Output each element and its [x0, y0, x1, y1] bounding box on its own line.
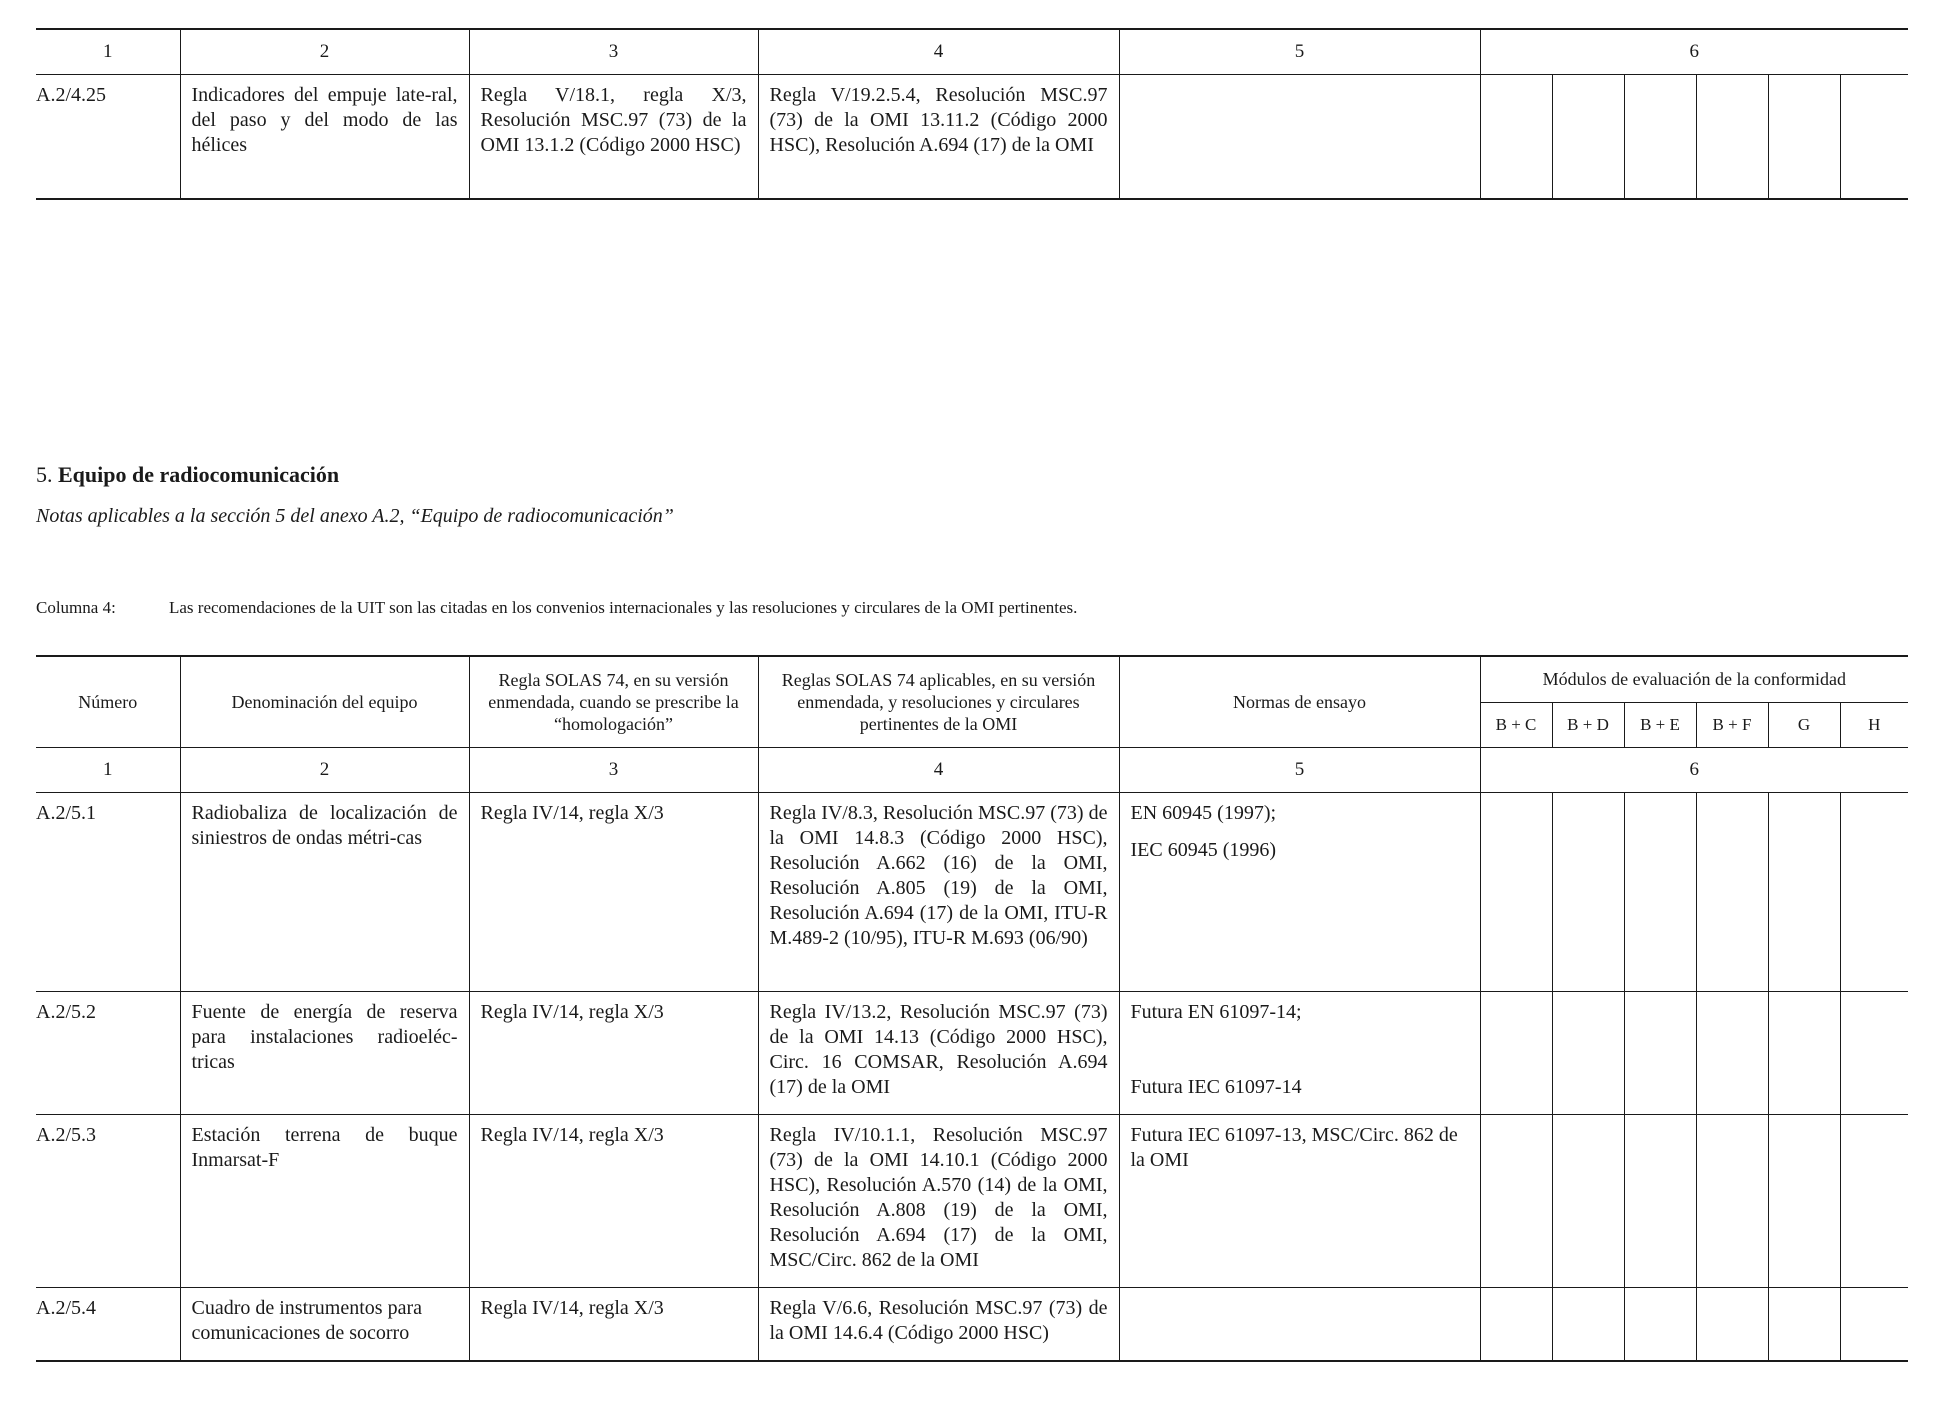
module-b-f: B + F [1696, 702, 1768, 748]
column-note-label: Columna 4: [36, 598, 116, 617]
col-number-5: 5 [1119, 29, 1480, 75]
applicable-rules: Regla IV/13.2, Resolución MSC.97 (73) de la OMI 14.13 (Código 2000 HSC), Circ. 16 COMSAR, Resolución A.694 (17) de la OMI [758, 992, 1119, 1115]
module-cell [1840, 75, 1908, 199]
module-cell [1624, 1115, 1696, 1288]
solas-rule: Regla IV/14, regla X/3 [469, 793, 758, 992]
module-cell [1552, 1288, 1624, 1361]
applicable-rules: Regla V/19.2.5.4, Resolución MSC.97 (73) de la OMI 13.11.2 (Código 2000 HSC), Resolución A.694 (17) de la OMI [758, 75, 1119, 199]
module-cell [1696, 75, 1768, 199]
module-cell [1480, 992, 1552, 1115]
equipment-name: Cuadro de instrumentos para comunicaciones de socorro [180, 1288, 469, 1361]
table-row [36, 793, 1908, 992]
module-cell [1480, 793, 1552, 992]
test-standards [1119, 1115, 1480, 1288]
section-title: Equipo de radiocomunicación [58, 462, 340, 487]
test-standards [1119, 992, 1480, 1115]
equipment-name: Radiobaliza de localización de siniestros de ondas métri-cas [180, 793, 469, 992]
solas-rule: Regla IV/14, regla X/3 [469, 1288, 758, 1361]
row-number: A.2/5.1 [36, 793, 180, 992]
equipment-name: Indicadores del empuje late-ral, del paso y del modo de las hélices [180, 75, 469, 199]
table-row [36, 75, 1908, 199]
applicable-rules: Regla IV/8.3, Resolución MSC.97 (73) de la OMI 14.8.3 (Código 2000 HSC), Resolución A.662 (16) de la OMI, Resolución A.805 (19) de la OMI, Resolución A.694 (17) de la OMI, ITU-R M.489-2 (10/95), ITU-R M.693 (06/90) [758, 793, 1119, 992]
test-standards [1119, 793, 1480, 992]
header-test-standards: Normas de ensayo [1119, 656, 1480, 748]
module-cell [1552, 75, 1624, 199]
module-g: G [1768, 702, 1840, 748]
test-standard-iec: IEC 60945 (1996) [1130, 839, 1277, 861]
col-number-5: 5 [1119, 748, 1480, 793]
module-cell [1624, 793, 1696, 992]
equipment-table [36, 655, 1908, 1362]
column-note-text: Las recomendaciones de la UIT son las citadas en los convenios internacionales y las resoluciones y circulares de la OMI pertinentes. [169, 598, 1078, 617]
equipment-name: Estación terrena de buque Inmarsat-F [180, 1115, 469, 1288]
column-number-row [36, 29, 1908, 75]
module-h: H [1840, 702, 1908, 748]
column-note [36, 598, 1077, 618]
module-cell [1840, 992, 1908, 1115]
test-standards [1119, 75, 1480, 199]
module-b-c: B + C [1480, 702, 1552, 748]
table-row [36, 1115, 1908, 1288]
module-cell [1840, 1288, 1908, 1361]
module-b-d: B + D [1552, 702, 1624, 748]
col-number-2: 2 [180, 748, 469, 793]
equipment-table-top [36, 28, 1908, 200]
row-number: A.2/5.2 [36, 992, 180, 1115]
col-number-1: 1 [36, 748, 180, 793]
header-applicable-rules: Reglas SOLAS 74 aplicables, en su versión enmendada, y resoluciones y circulares pertinentes de la OMI [758, 656, 1119, 748]
module-cell [1768, 1288, 1840, 1361]
column-number-row [36, 748, 1908, 793]
module-cell [1696, 793, 1768, 992]
module-cell [1480, 1288, 1552, 1361]
row-number: A.2/4.25 [36, 75, 180, 199]
header-modules: Módulos de evaluación de la conformidad [1480, 656, 1908, 702]
module-cell [1696, 992, 1768, 1115]
test-standard-en: Futura EN 61097-14; [1130, 1001, 1302, 1023]
header-solas-rule: Regla SOLAS 74, en su versión enmendada, cuando se prescribe la “homologación” [469, 656, 758, 748]
module-cell [1840, 1115, 1908, 1288]
col-number-2: 2 [180, 29, 469, 75]
module-cell [1624, 1288, 1696, 1361]
test-standards [1119, 1288, 1480, 1361]
module-cell [1768, 793, 1840, 992]
module-cell [1768, 992, 1840, 1115]
module-cell [1480, 75, 1552, 199]
module-cell [1624, 992, 1696, 1115]
header-name: Denominación del equipo [180, 656, 469, 748]
applicable-rules: Regla V/6.6, Resolución MSC.97 (73) de la OMI 14.6.4 (Código 2000 HSC) [758, 1288, 1119, 1361]
test-standard-iec: Futura IEC 61097-13, MSC/Circ. 862 de la OMI [1130, 1124, 1458, 1171]
col-number-3: 3 [469, 29, 758, 75]
section-notes: Notas aplicables a la sección 5 del anexo A.2, “Equipo de radiocomunicación” [36, 505, 674, 527]
test-standard-en: EN 60945 (1997); [1130, 802, 1277, 824]
solas-rule: Regla V/18.1, regla X/3, Resolución MSC.97 (73) de la OMI 13.1.2 (Código 2000 HSC) [469, 75, 758, 199]
col-number-4: 4 [758, 29, 1119, 75]
col-number-1: 1 [103, 41, 113, 62]
col-number-4: 4 [758, 748, 1119, 793]
module-cell [1768, 75, 1840, 199]
module-cell [1480, 1115, 1552, 1288]
solas-rule: Regla IV/14, regla X/3 [469, 1115, 758, 1288]
header-number: Número [78, 692, 138, 712]
module-cell [1696, 1115, 1768, 1288]
module-cell [1840, 793, 1908, 992]
table-row [36, 1288, 1908, 1361]
module-cell [1624, 75, 1696, 199]
col-number-6: 6 [1480, 29, 1908, 75]
equipment-name: Fuente de energía de reserva para instalaciones radioeléc-tricas [180, 992, 469, 1115]
col-number-6: 6 [1480, 748, 1908, 793]
col-number-3: 3 [469, 748, 758, 793]
module-cell [1552, 992, 1624, 1115]
solas-rule: Regla IV/14, regla X/3 [469, 992, 758, 1115]
applicable-rules: Regla IV/10.1.1, Resolución MSC.97 (73) de la OMI 14.10.1 (Código 2000 HSC), Resolución A.570 (14) de la OMI, Resolución A.808 (19) de la OMI, Resolución A.694 (17) de la OMI, MSC/Circ. 862 de la OMI [758, 1115, 1119, 1288]
module-cell [1552, 1115, 1624, 1288]
module-cell [1552, 793, 1624, 992]
table-row [36, 992, 1908, 1115]
module-cell [1768, 1115, 1840, 1288]
test-standard-iec: Futura IEC 61097-14 [1130, 1076, 1302, 1098]
row-number: A.2/5.4 [36, 1288, 180, 1361]
section-number: 5. [36, 462, 53, 487]
header-row [36, 656, 1908, 702]
module-b-e: B + E [1624, 702, 1696, 748]
section-heading [36, 462, 339, 488]
module-cell [1696, 1288, 1768, 1361]
row-number: A.2/5.3 [36, 1115, 180, 1288]
